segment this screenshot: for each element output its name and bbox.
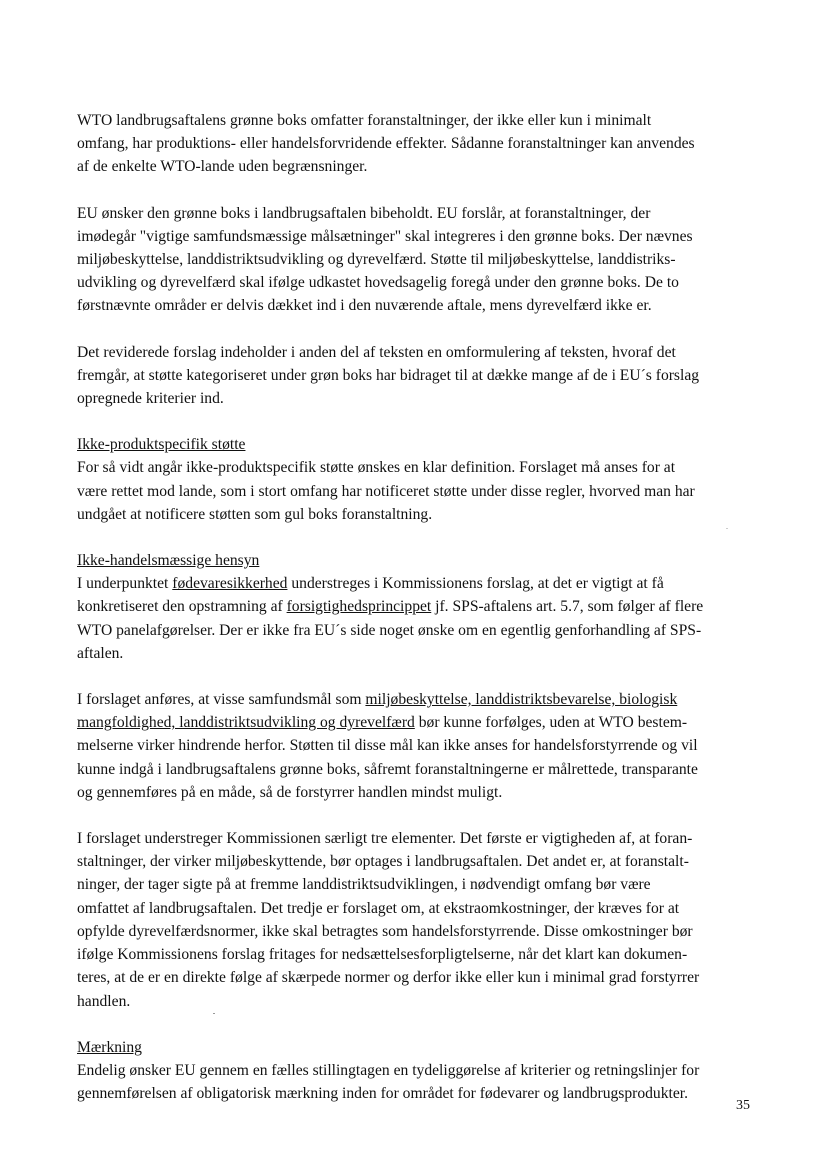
paragraph-green-box-intro xyxy=(77,109,761,179)
text-line: handlen. xyxy=(77,992,131,1010)
text-line: omfang, har produktions- eller handelsforvridende effekter. Sådanne foranstaltninger kan anvendes xyxy=(77,135,695,153)
text-line: melserne virker hindrende herfor. Støtten til disse mål kan ikke anses for handelsforstyrrende og vil xyxy=(77,737,698,755)
underlined-term: fødevaresikkerhed xyxy=(172,575,288,593)
text-run: understreges i Kommissionens forslag, at det er vigtigt at få xyxy=(287,575,664,593)
underlined-term: mangfoldighed, landdistriktsudvikling og dyrevelfærd xyxy=(77,714,415,732)
text-line: opregnede kriterier ind. xyxy=(77,390,224,408)
section-non-product-specific xyxy=(77,433,761,526)
section-non-trade-concerns xyxy=(77,549,761,665)
page-body xyxy=(77,109,761,1128)
text-line: ninger, der tager sigte på at fremme landdistriktsudviklingen, i nødvendigt omfang bør være xyxy=(77,876,651,894)
text-line: aftalen. xyxy=(77,644,124,662)
text-line xyxy=(77,595,761,618)
scan-speck xyxy=(726,528,728,529)
text-line: teres, at de er en direkte følge af skærpede normer og derfor ikke eller kun i minimal grad forstyrrer xyxy=(77,969,700,987)
text-line xyxy=(77,688,761,711)
text-line: gennemførelsen af obligatorisk mærkning inden for området for fødevarer og landbrugsprodukter. xyxy=(77,1085,689,1103)
underlined-term: miljøbeskyttelse, landdistriktsbevarelse, biologisk xyxy=(365,691,678,709)
text-run: bør kunne forfølges, uden at WTO bestem- xyxy=(414,714,688,732)
text-line: ifølge Kommissionens forslag fritages for nedsættelsesforpligtelserne, når det klart kan dokumen- xyxy=(77,946,688,964)
section-labelling xyxy=(77,1036,761,1106)
text-line: Det reviderede forslag indeholder i anden del af teksten en omformulering af teksten, hvoraf det xyxy=(77,343,676,361)
text-line: fremgår, at støtte kategoriseret under grøn boks har bidraget til at dække mange af de i EU´s forslag xyxy=(77,366,700,384)
text-line: WTO panelafgørelser. Der er ikke fra EU´s side noget ønske om en egentlig genforhandling af SPS- xyxy=(77,621,702,639)
text-run: I underpunktet xyxy=(77,575,173,593)
paragraph-societal-goals xyxy=(77,688,761,804)
text-line: førstnævnte områder er delvis dækket ind i den nuværende aftale, mens dyrevelfærd ikke er. xyxy=(77,297,652,315)
text-line: staltninger, der virker miljøbeskyttende, bør optages i landbrugsaftalen. Det andet er, at foranstalt- xyxy=(77,853,689,871)
text-line: udvikling og dyrevelfærd skal ifølge udkastet hovedsagelig foregå under den grønne boks. De to xyxy=(77,274,679,292)
text-run: jf. SPS-aftalens art. 5.7, som følger af flere xyxy=(431,598,704,616)
page-number: 35 xyxy=(736,1098,750,1113)
text-line: miljøbeskyttelse, landdistriktsudvikling og dyrevelfærd. Støtte til miljøbeskyttelse, landdistriks- xyxy=(77,251,676,269)
text-line: og gennemføres på en måde, så de forstyrrer handlen mindst muligt. xyxy=(77,783,503,801)
section-heading: Mærkning xyxy=(77,1038,142,1056)
paragraph-three-elements xyxy=(77,827,761,1013)
text-line: af de enkelte WTO-lande uden begrænsninger. xyxy=(77,158,368,176)
text-line: omfattet af landbrugsaftalen. Det tredje er forslaget om, at ekstraomkostninger, der kræves for at xyxy=(77,899,680,917)
scan-speck xyxy=(213,1013,215,1014)
text-line: WTO landbrugsaftalens grønne boks omfatter foranstaltninger, der ikke eller kun i minimalt xyxy=(77,112,652,129)
section-heading: Ikke-handelsmæssige hensyn xyxy=(77,552,260,570)
underlined-term: forsigtighedsprincippet xyxy=(286,598,432,616)
text-line xyxy=(77,572,761,595)
text-line: kunne indgå i landbrugsaftalens grønne boks, såfremt foranstaltningerne er målrettede, transparante xyxy=(77,760,698,778)
text-line: være rettet mod lande, som i stort omfang har notificeret støtte under disse regler, hvorved man har xyxy=(77,482,695,500)
text-line: Endelig ønsker EU gennem en fælles stillingtagen en tydeliggørelse af kriterier og retningslinjer for xyxy=(77,1061,700,1079)
text-line: opfylde dyrevelfærdsnormer, ikke skal betragtes som handelsforstyrrende. Disse omkostninger bør xyxy=(77,922,693,940)
paragraph-revised-proposal xyxy=(77,341,761,411)
paragraph-eu-position xyxy=(77,202,761,318)
text-line: imødegår "vigtige samfundsmæssige målsætninger" skal integreres i den grønne boks. Der nævnes xyxy=(77,227,693,245)
text-line: For så vidt angår ikke-produktspecifik støtte ønskes en klar definition. Forslaget må anses for at xyxy=(77,459,676,477)
text-line: EU ønsker den grønne boks i landbrugsaftalen bibeholdt. EU forslår, at foranstaltninger, der xyxy=(77,204,651,222)
text-line: undgået at notificere støtten som gul boks foranstaltning. xyxy=(77,505,433,523)
text-line: I forslaget understreger Kommissionen særligt tre elementer. Det første er vigtigheden af, at foran- xyxy=(77,830,693,848)
section-heading: Ikke-produktspecifik støtte xyxy=(77,436,246,454)
text-run: konkretiseret den opstramning af xyxy=(77,598,287,616)
text-line xyxy=(77,711,761,734)
text-run: I forslaget anføres, at visse samfundsmål som xyxy=(77,691,366,709)
